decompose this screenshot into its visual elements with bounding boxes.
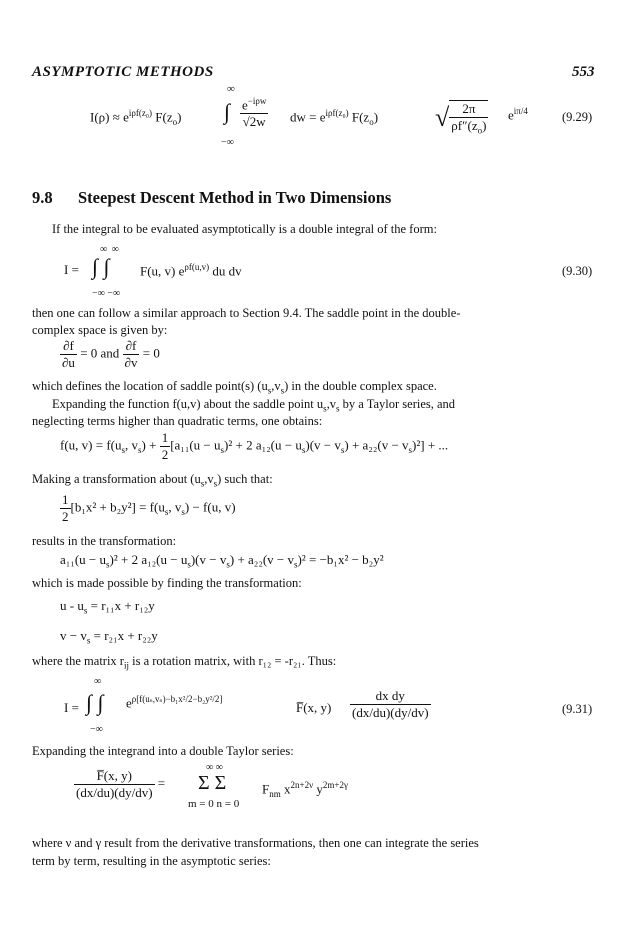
series-sum-lower: m = 0 n = 0	[188, 798, 240, 810]
series-y: y	[313, 781, 323, 797]
para3-end: ) in the double complex space.	[284, 379, 437, 393]
section-number: 9.8	[32, 188, 53, 207]
eq929-int-lower: −∞	[221, 137, 234, 148]
series-x-exp: 2n+2ν	[290, 780, 314, 790]
taylor-b3: )(v − v	[305, 437, 341, 453]
taylor-lhs: f(u, v) = f(u	[60, 437, 122, 453]
eq929-integral-sign: ∫	[224, 99, 231, 124]
paragraph-5: Making a transformation about $(u_s,v_s)$ such that:	[32, 472, 273, 489]
eq929-integrand	[240, 96, 268, 130]
eq930-limits-upper: ∞ ∞	[100, 244, 120, 255]
para8-sub: ij	[123, 660, 129, 671]
paragraph-9: Expanding the integrand into a double Taylor series:	[32, 744, 294, 758]
eq929-tail-e: e	[508, 107, 514, 123]
paragraph-4-line-2: neglecting terms higher than quadratic terms, one obtains:	[32, 414, 323, 428]
series-eq: =	[157, 775, 166, 791]
eq929-lhs: I(ρ) ≈ e	[90, 109, 129, 125]
eq929-lhs-exp: iρf(z₀)	[128, 108, 153, 118]
series-num: F̅(x, y)	[74, 768, 155, 785]
para4-a: Expanding the function f(u,v) about the saddle point u	[52, 397, 324, 411]
eq931-Fbar: F̅(x, y)	[296, 700, 332, 715]
paragraph-7: which is made possible by finding the transformation:	[32, 576, 302, 590]
eq929-fz: F(z	[155, 109, 173, 125]
eq930-number: (9.30)	[562, 264, 593, 278]
eq929-sqrt-den-sub: o	[477, 125, 483, 136]
para3-mid: ,v	[271, 379, 281, 393]
eq931-fraction	[350, 688, 431, 721]
series-x: x	[280, 781, 291, 797]
eq929-sqrt-den: ρf″(z	[451, 118, 478, 133]
taylor-bracket: [a₁₁(u − u	[170, 437, 221, 453]
running-title: ASYMPTOTIC METHODS	[32, 64, 214, 80]
transform-end: ) − f(u, v)	[184, 499, 236, 515]
eq930-exp: ρf(u,v)	[184, 262, 210, 272]
taylor-b4: ) + a₂₂(v − v	[344, 437, 409, 453]
paragraph-1: If the integral to be evaluated asymptotically is a double integral of the form:	[52, 222, 437, 236]
eq929-integrand-num: e	[242, 97, 248, 113]
rot2-a: v − v	[60, 628, 87, 643]
result-a: a₁₁(u − u	[60, 552, 106, 567]
taylor-half-den: 2	[161, 447, 169, 462]
result-b: )² + 2 a₁₂(u − u	[109, 552, 188, 567]
eq929-tail-exp: iπ/4	[513, 106, 528, 116]
rotation-equation-2: $v - v_s = r_{21}x + r_{22}y$	[60, 628, 158, 646]
eq930-limits-lower: −∞ −∞	[92, 288, 121, 299]
rot2-b: = r₂₁x + r₂₂y	[90, 628, 158, 643]
saddle-eq0-a: = 0 and	[80, 345, 120, 361]
paragraph-10-line-1: where ν and γ result from the derivative transformations, then one can integrate the series	[32, 836, 479, 850]
eq929-rhs-F: F(z	[351, 109, 370, 125]
series-F: F	[262, 781, 270, 797]
series-sum-symbols: Σ Σ	[198, 772, 227, 794]
eq931-num: dx dy	[350, 688, 431, 705]
eq929-sqrt: √ $\frac{2\pi}{\rho f''(z_o)}$	[435, 101, 487, 136]
saddle-dv: ∂v	[124, 355, 138, 370]
eq929-int-upper: ∞	[227, 83, 235, 95]
rot1-a: u - u	[60, 598, 84, 613]
eq930-diff: du dv	[212, 263, 242, 279]
section-title: Steepest Descent Method in Two Dimensions	[78, 188, 392, 207]
eq931-den: (dx/du)(dy/dv)	[352, 705, 429, 720]
para4-end: by a Taylor series, and	[339, 397, 456, 411]
para5-mid: ,v	[204, 472, 214, 486]
paragraph-8	[32, 654, 336, 671]
series-term	[262, 780, 348, 799]
result-equation: $a_{11}(u - u_s)^2 + 2$ $a_{12}(u - u_s)(v - v_s) + a_{22}(v - v_s)^2 = -b_1x^2 - b_2y^2$	[60, 552, 384, 570]
transform-mid: , v	[168, 499, 182, 515]
series-y-exp: 2m+2γ	[322, 780, 348, 790]
transform-equation: $\frac{1}{2}$ $[b_1x^2 + b_2y^2] = f(u_s$, $v_s) - f(u$, v)	[62, 492, 236, 524]
para5-a: Making a transformation about (u	[32, 472, 201, 486]
para4-mid: ,v	[326, 397, 337, 411]
eq931-lhs: I =	[64, 700, 79, 715]
result-e: )² = −b₁x² − b₂y²	[297, 552, 384, 567]
eq930-lhs: I =	[64, 262, 79, 277]
transform-half-num: 1	[62, 492, 69, 507]
transform-body: [b₁x² + b₂y²] = f(u	[70, 499, 165, 515]
eq929-number: (9.29)	[562, 110, 593, 124]
taylor-equation: f(u, $v) = f(u_s$, $v_s$) + $\frac{1}{2}$ [$a_{11}(u - u_s)^2 + 2$ $a_{12}(u - u_s)(v - v_s) + a_{22}(v - v_s)^2$] + ...	[60, 430, 449, 462]
rotation-equation-1: $u - u_s = r_{11}x + r_{12}y$	[60, 598, 155, 616]
taylor-b2: )² + 2 a₁₂(u − u	[224, 437, 302, 453]
eq930-integral-signs: ∫ ∫	[92, 254, 110, 279]
eq929-integrand-den: √2w	[242, 114, 266, 130]
saddle-df-2: ∂f	[123, 338, 140, 355]
eq931-exponential	[126, 694, 222, 711]
result-c: )(v − v	[190, 552, 227, 567]
saddle-du: ∂u	[62, 355, 75, 370]
para5-end: ) such that:	[217, 472, 273, 486]
series-sum-upper: ∞ ∞	[206, 762, 223, 773]
para4-sub2: s	[336, 403, 340, 414]
eq931-number: (9.31)	[562, 702, 593, 716]
saddle-condition	[60, 338, 160, 371]
transform-half-den: 2	[62, 509, 69, 524]
eq929-rhs-F-sub: o	[369, 116, 374, 127]
rot1-b: = r₁₁x + r₁₂y	[87, 598, 155, 613]
para8-a: where the matrix r	[32, 654, 124, 668]
para3-sub2: s	[280, 385, 285, 396]
eq931-e: e	[126, 695, 132, 711]
eq931-exp: ρ[f(uₛ,vₛ)−b₁x²/2−b₂y²/2]	[131, 694, 223, 704]
paragraph-2-line-1: then one can follow a similar approach to Section 9.4. The saddle point in the double-	[32, 306, 461, 320]
taylor-b5: )²] + ...	[412, 437, 449, 453]
saddle-eq0-b: = 0	[142, 345, 160, 361]
taylor-half-num: 1	[161, 430, 169, 445]
page-number: 553	[572, 64, 595, 80]
taylor-b: ) +	[141, 437, 157, 453]
para8-b: is a rotation matrix, with r₁₂ = -r₂₁. Thus:	[129, 654, 337, 668]
eq929-integrand-exp: −iρw	[247, 96, 267, 106]
paragraph-4-line-1	[52, 397, 455, 414]
eq929-tail	[508, 106, 528, 123]
eq931-integral-signs: ∫ ∫	[86, 690, 104, 715]
paragraph-10-line-2: term by term, resulting in the asymptotic series:	[32, 854, 271, 868]
eq931-limit-lower: −∞	[90, 724, 103, 735]
series-den: (dx/du)(dy/dv)	[76, 785, 153, 800]
eq930-integrand	[140, 262, 242, 279]
equation-9-29: $I(\rho) \approx e^{i\rho f(z_0)}$ $F(z_o)$	[90, 108, 182, 127]
eq930-F: F(u, v) e	[140, 263, 185, 279]
paragraph-2-line-2: complex space is given by:	[32, 323, 168, 337]
eq929-rhs: dw = $e^{i\rho f(z_0)}$ $F(z_o)$	[290, 108, 379, 127]
series-F-sub: nm	[269, 788, 281, 799]
series-fraction	[74, 768, 165, 801]
para3-sub1: s	[267, 385, 272, 396]
eq929-sqrt-num: 2π	[449, 101, 488, 118]
result-d: ) + a₂₂(v − v	[229, 552, 295, 567]
paragraph-6: results in the transformation:	[32, 534, 177, 548]
eq931-limit-upper: ∞	[94, 676, 102, 687]
paragraph-3	[32, 379, 437, 396]
para4-sub1: s	[323, 403, 327, 414]
para3-a: which defines the location of saddle point(s) (u	[32, 379, 268, 393]
taylor-a: , v	[125, 437, 138, 453]
eq929-rhs-exp: iρf(z₀)	[325, 108, 349, 118]
eq929-dw: dw = e	[290, 109, 326, 125]
saddle-df-1: ∂f	[60, 338, 77, 355]
eq929-fz-sub: o	[172, 116, 178, 127]
